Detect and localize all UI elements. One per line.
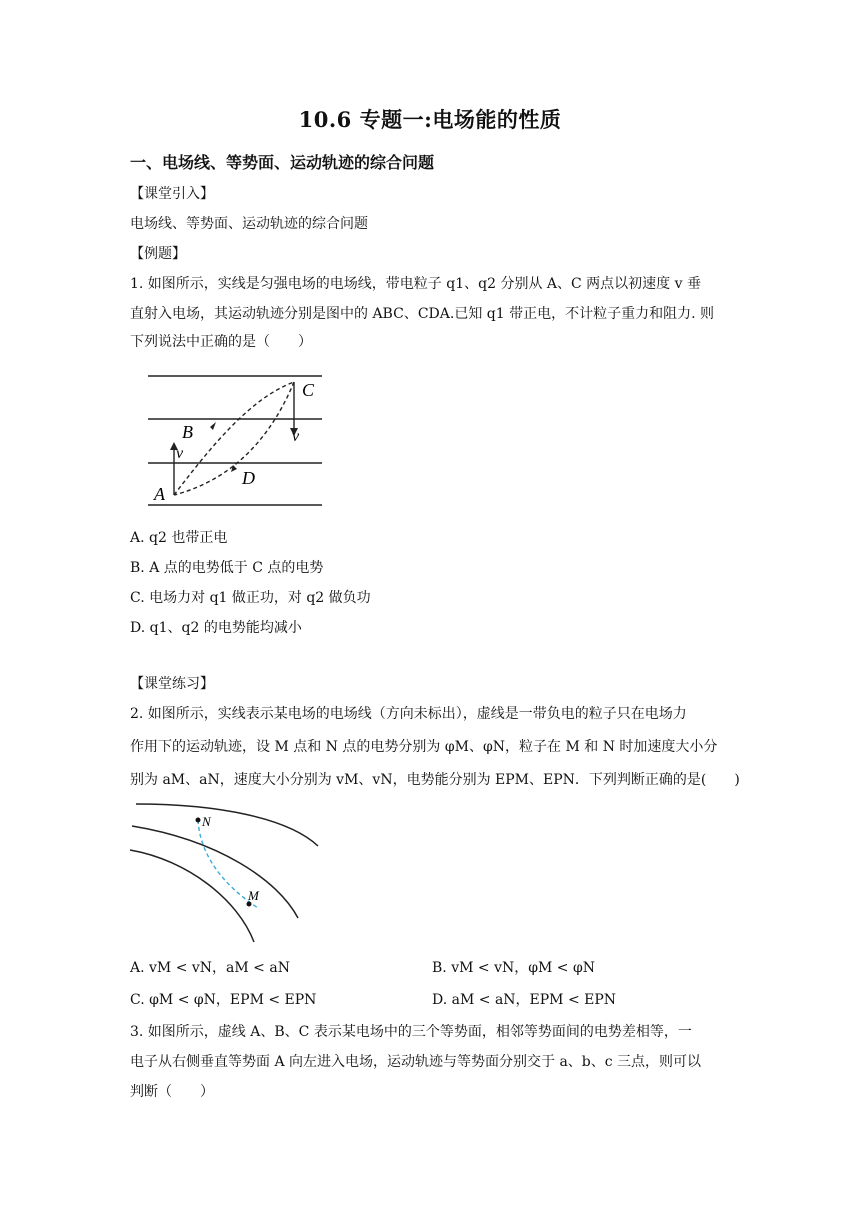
field-line-inner bbox=[130, 850, 254, 942]
uniform-field-figure bbox=[140, 368, 340, 513]
label-v-right: v bbox=[292, 428, 300, 445]
q1-option-a: A. q2 也带正电 bbox=[130, 530, 228, 546]
label-b: B bbox=[182, 422, 193, 442]
intro-label: 【课堂引入】 bbox=[130, 186, 214, 202]
label-v-left: v bbox=[176, 445, 184, 462]
q2-line-3: 别为 aM、aN，速度大小分别为 vM、vN，电势能分别为 EPM、EPN．下列判断正确的是( ) bbox=[130, 772, 740, 788]
q3-line-1: 3. 如图所示，虚线 A、B、C 表示某电场中的三个等势面，相邻等势面间的电势差相等，一 bbox=[130, 1024, 692, 1040]
label-c: C bbox=[302, 380, 315, 400]
q1-line-2: 直射入电场，其运动轨迹分别是图中的 ABC、CDA.已知 q1 带正电，不计粒子重力和阻力. 则 bbox=[130, 306, 714, 322]
q1-line-3: 下列说法中正确的是（ ） bbox=[130, 334, 312, 350]
intro-text: 电场线、等势面、运动轨迹的综合问题 bbox=[130, 216, 368, 232]
q1-option-b: B. A 点的电势低于 C 点的电势 bbox=[130, 560, 324, 576]
q1-option-d: D. q1、q2 的电势能均减小 bbox=[130, 620, 302, 636]
label-n: N bbox=[202, 814, 211, 829]
page-title: 10.6 专题一:电场能的性质 bbox=[298, 107, 562, 132]
q3-line-2: 电子从右侧垂直等势面 A 向左进入电场，运动轨迹与等势面分别交于 a、b、c 三点，则可以 bbox=[130, 1054, 702, 1070]
label-a: A bbox=[154, 484, 165, 504]
q2-option-c: C. φM < φN，EPM < EPN bbox=[130, 992, 317, 1008]
label-m: M bbox=[248, 888, 259, 903]
q1-line-1-text: 1. 如图所示，实线是匀强电场的电场线，带电粒子 q1、q2 分别从 A、C 两点以初速度 v 垂 bbox=[130, 276, 701, 292]
curved-field-figure bbox=[128, 800, 328, 948]
field-line-middle bbox=[132, 826, 298, 918]
arrow-b bbox=[210, 422, 216, 430]
q1-line-1 bbox=[130, 274, 701, 294]
field-line-outer bbox=[136, 804, 318, 846]
q2-option-d: D. aM < aN，EPM < EPN bbox=[432, 992, 617, 1008]
example-label: 【例题】 bbox=[130, 246, 186, 262]
q2-line-1: 2. 如图所示，实线表示某电场的电场线（方向未标出），虚线是一带负电的粒子只在电场力 bbox=[130, 706, 687, 722]
point-n bbox=[196, 818, 201, 823]
q2-option-a: A. vM < vN，aM < aN bbox=[130, 960, 290, 976]
section-heading: 一、电场线、等势面、运动轨迹的综合问题 bbox=[130, 153, 435, 172]
q2-line-2: 作用下的运动轨迹，设 M 点和 N 点的电势分别为 φM、φN，粒子在 M 和 N 时加速度大小分 bbox=[130, 739, 718, 755]
q3-line-3: 判断（ ） bbox=[130, 1084, 214, 1100]
practice-label: 【课堂练习】 bbox=[130, 676, 214, 692]
arrow-d bbox=[231, 465, 237, 472]
label-d: D bbox=[242, 468, 255, 488]
q2-option-b: B. vM < vN，φM < φN bbox=[432, 960, 596, 976]
q1-option-c: C. 电场力对 q1 做正功，对 q2 做负功 bbox=[130, 590, 371, 606]
